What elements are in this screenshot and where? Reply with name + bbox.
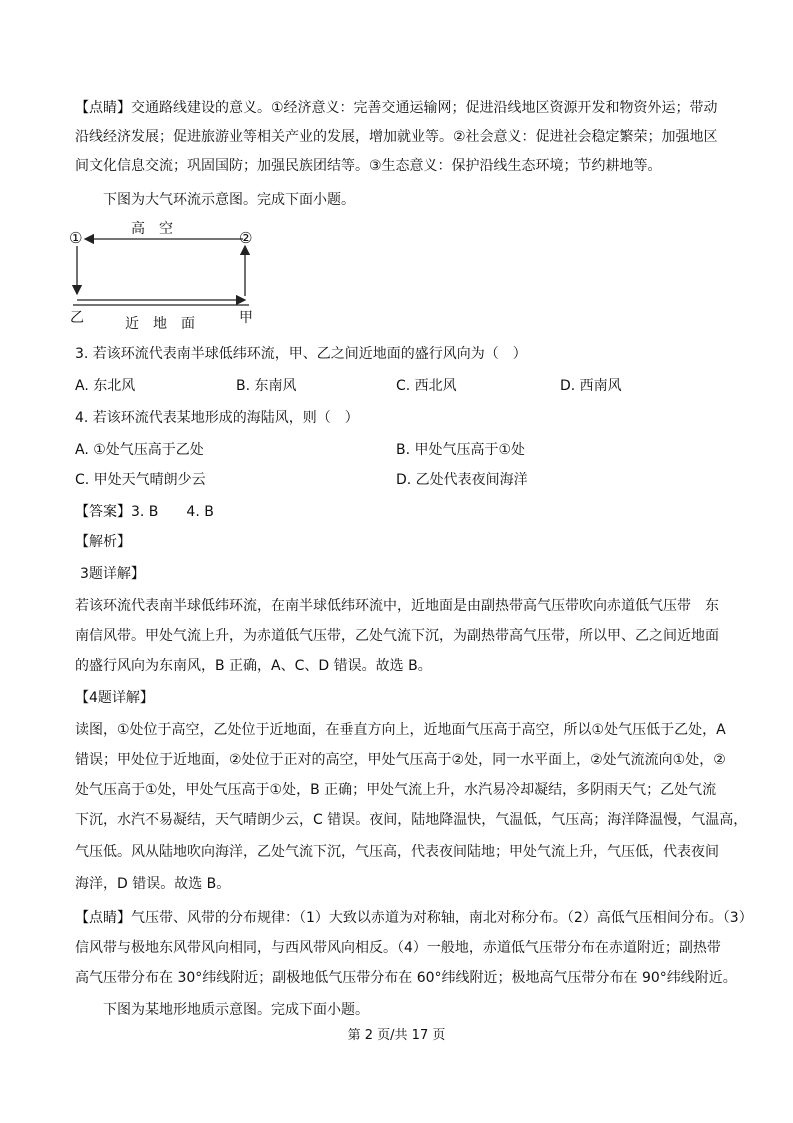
q4-detail-line: 下沉，水汽不易凝结，天气晴朗少云，C 错误。夜间，陆地降温快，气温低，气压高；海洋降温慢，气温高，: [75, 812, 748, 828]
node-jia-label: 甲: [239, 310, 253, 326]
q3-detail-line: 若该环流代表南半球低纬环流，在南半球低纬环流中，近地面是由副热带高气压带吹向赤道低气压带 东: [75, 598, 719, 614]
q4-detail-heading: 【4题详解】: [75, 690, 154, 706]
node-1-label: ①: [69, 229, 83, 247]
question-3-stem: 3. 若该环流代表南半球低纬环流，甲、乙之间近地面的盛行风向为（ ）: [75, 346, 527, 362]
q4-detail-line: 错误；甲处位于近地面，②处位于正对的高空，甲处气压高于②处，同一水平面上，②处气流流向①处，②: [75, 752, 726, 768]
q3-option-a: A. 东北风: [75, 378, 136, 394]
note-paragraph-line: 信风带与极地东风带风向相同，与西风带风向相反。（4）一般地，赤道低气压带分布在赤道附近；副热带: [75, 940, 721, 956]
q4-option-c: C. 甲处天气晴朗少云: [75, 472, 206, 488]
note-paragraph-line: [75, 98, 718, 118]
surface-label: 近 地 面: [125, 316, 195, 332]
q3-detail-line: 的盛行风向为东南风，B 正确，A、C、D 错误。故选 B。: [75, 658, 432, 674]
q4-option-b: B. 甲处气压高于①处: [396, 442, 526, 458]
q4-detail-line: 读图，①处位于高空，乙处位于近地面，在垂直方向上，近地面气压高于高空，所以①处气压低于乙处，A: [75, 722, 726, 738]
q3-detail-line: 南信风带。甲处气流上升，为赤道低气压带，乙处气流下沉，为副热带高气压带，所以甲、乙之间近地面: [75, 628, 719, 644]
q4-detail-line: 气压低。风从陆地吹向海洋，乙处气流下沉，气压高，代表夜间陆地；甲处气流上升，气压低，代表夜间: [75, 844, 719, 860]
atmospheric-circulation-diagram: [65, 218, 275, 336]
analysis-heading: 【解析】: [75, 534, 131, 550]
question-4-stem: 4. 若该环流代表某地形成的海陆风，则（ ）: [75, 410, 359, 426]
answer-tag: 【答案】: [75, 504, 131, 520]
note-tag: 【点睛】: [75, 100, 131, 116]
answer-line: [75, 502, 214, 522]
q4-detail-line: 海洋，D 错误。故选 B。: [75, 876, 231, 892]
answer-text: 3. B 4. B: [131, 504, 214, 520]
note-paragraph-line: [75, 908, 753, 928]
note-tag: 【点睛】: [75, 910, 131, 926]
node-yi-label: 乙: [70, 310, 84, 326]
note-paragraph-line: 高气压带分布在 30°纬线附近；副极地低气压带分布在 60°纬线附近；极地高气压带分布在 90°纬线附近。: [75, 970, 737, 986]
question-intro: 下图为某地形地质示意图。完成下面小题。: [103, 1002, 369, 1018]
q3-detail-heading: 3题详解】: [80, 566, 145, 582]
q4-detail-line: 处气压高于①处，甲处气压高于①处，B 正确；甲处气流上升，水汽易冷却凝结，多阴雨天气；乙处气流: [75, 782, 717, 798]
page-footer: 第 2 页/共 17 页: [347, 1028, 446, 1043]
q4-option-a: A. ①处气压高于乙处: [75, 442, 204, 458]
q3-option-b: B. 东南风: [236, 378, 297, 394]
note-text: 气压带、风带的分布规律：（1）大致以赤道为对称轴，南北对称分布。（2）高低气压相间分布。（3）: [131, 910, 753, 926]
q4-option-d: D. 乙处代表夜间海洋: [396, 472, 528, 488]
question-intro: 下图为大气环流示意图。完成下面小题。: [103, 192, 355, 208]
q3-option-d: D. 西南风: [560, 378, 622, 394]
node-2-label: ②: [239, 229, 253, 247]
upper-air-label: 高 空: [131, 221, 173, 237]
note-paragraph-line: 沿线经济发展；促进旅游业等相关产业的发展，增加就业等。②社会意义：促进社会稳定繁荣；加强地区: [75, 129, 718, 145]
note-paragraph-line: 间文化信息交流；巩固国防；加强民族团结等。③生态意义：保护沿线生态环境；节约耕地等。: [75, 158, 662, 174]
q3-option-c: C. 西北风: [396, 378, 457, 394]
note-text: 交通路线建设的意义。①经济意义：完善交通运输网；促进沿线地区资源开发和物资外运；带动: [131, 100, 718, 116]
